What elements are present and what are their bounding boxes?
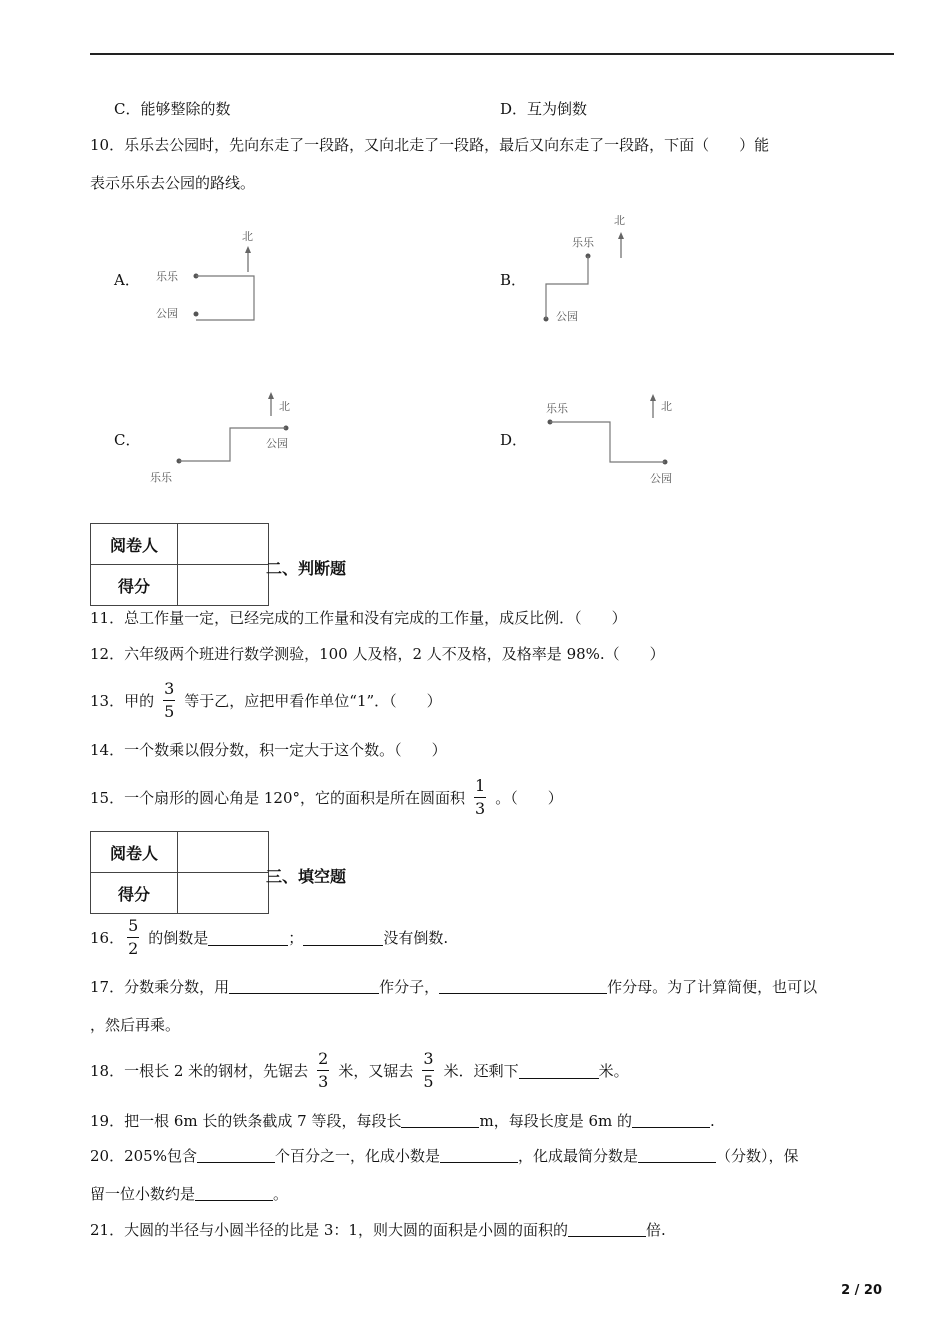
q20-line2-text: 留一位小数约是 [90, 1185, 196, 1203]
q18-fraction-1 [316, 1049, 330, 1090]
q16-text-2: ； [288, 928, 304, 947]
route-figure-d [540, 388, 700, 488]
q20-text-5: 。 [273, 1185, 289, 1203]
q20-text-3: ，化成最简分数是 [518, 1147, 639, 1165]
fraction-bar [163, 700, 175, 701]
fraction-denominator: 3 [475, 798, 486, 818]
route-path [196, 276, 254, 320]
q12-text: 12．六年级两个班进行数学测验，100 人及格，2 人不及格，及格率是 98%.（ ） [90, 645, 665, 663]
fraction-denominator: 2 [128, 938, 139, 958]
q17-blank-2[interactable] [439, 977, 607, 994]
park-label: 公园 [266, 437, 288, 450]
section3-score-box [90, 831, 269, 914]
reviewer-field[interactable] [178, 832, 269, 873]
park-label: 公园 [556, 310, 578, 323]
q18-text-4: 米。 [598, 1061, 629, 1080]
score-label: 得分 [91, 873, 178, 914]
section2-title: 二、判断题 [266, 559, 347, 578]
q10-option-a-label[interactable]: A． [114, 271, 140, 289]
park-label: 公园 [650, 472, 672, 485]
q13-text-post: 等于乙，应把甲看作单位“1”．（ ） [184, 691, 442, 710]
park-point [194, 312, 199, 317]
q21-blank[interactable] [568, 1220, 646, 1237]
reviewer-field[interactable] [178, 524, 269, 565]
q10-option-c-label[interactable]: C． [114, 431, 141, 449]
q15-fraction [473, 776, 487, 817]
reviewer-label: 阅卷人 [91, 832, 178, 873]
north-label: 北 [279, 400, 290, 413]
section3-title: 三、填空题 [266, 867, 347, 886]
north-label: 北 [614, 214, 625, 227]
q16-blank-2[interactable] [303, 929, 383, 946]
q21-text-1: 21．大圆的半径与小圆半径的比是 3：1，则大圆的面积是小圆的面积的 [90, 1221, 568, 1239]
header-rule [90, 53, 894, 55]
north-arrowhead-icon [650, 394, 656, 401]
q18-text-2: 米，又锯去 [338, 1061, 414, 1080]
q20-text-1: 20．205%包含 [90, 1147, 197, 1165]
fraction-denominator: 5 [164, 701, 175, 721]
q16-text-3: 没有倒数. [383, 928, 449, 947]
score-label: 得分 [91, 565, 178, 606]
q19-row [90, 1110, 715, 1131]
q11-text: 11．总工作量一定，已经完成的工作量和没有完成的工作量，成反比例．（ ） [90, 609, 627, 627]
north-label: 北 [661, 400, 672, 413]
section2-score-box [90, 523, 269, 606]
q20-text-2: 个百分之一，化成小数是 [274, 1147, 440, 1165]
q10-option-d-label[interactable]: D． [500, 431, 528, 449]
q20-text-4: （分数），保 [716, 1147, 799, 1165]
q16-text-pre: 16． [90, 928, 125, 947]
route-figure-a [150, 222, 270, 334]
fraction-bar [127, 937, 139, 938]
q13-row [90, 678, 442, 722]
q21-row [90, 1219, 666, 1240]
q16-blank-1[interactable] [208, 929, 288, 946]
q18-fraction-2 [421, 1049, 435, 1090]
q10-text-line2: 表示乐乐去公园的路线。 [90, 174, 256, 192]
page-number: 2 / 20 [841, 1283, 882, 1298]
q10-text-line1: 10．乐乐去公园时，先向东走了一段路，又向北走了一段路，最后又向东走了一段路，下面（ ）能 [90, 136, 770, 154]
q18-blank[interactable] [519, 1062, 599, 1079]
q19-text-3: . [710, 1112, 715, 1130]
fraction-bar [317, 1070, 329, 1071]
score-field[interactable] [178, 873, 269, 914]
q18-row [90, 1046, 629, 1094]
lele-label: 乐乐 [546, 402, 568, 415]
q19-text-1: 19．把一根 6m 长的铁条截成 7 等段，每段长 [90, 1112, 402, 1130]
q9-option-c[interactable]: C．能够整除的数 [114, 100, 231, 118]
q20-blank-3[interactable] [638, 1146, 716, 1163]
q16-row [90, 915, 448, 959]
q14-text: 14．一个数乘以假分数，积一定大于这个数。（ ） [90, 741, 447, 759]
north-arrowhead-icon [618, 232, 624, 239]
q15-text-post: 。（ ） [495, 788, 563, 807]
fraction-denominator: 3 [318, 1071, 329, 1091]
fraction-denominator: 5 [423, 1071, 434, 1091]
q17-text-2: 作分子， [379, 978, 440, 996]
lele-label: 乐乐 [572, 236, 594, 249]
q17-line2: ，然后再乘。 [90, 1016, 181, 1034]
q13-fraction [162, 679, 176, 720]
q21-text-2: 倍. [645, 1221, 666, 1239]
q20-blank-2[interactable] [440, 1146, 518, 1163]
fraction-bar [474, 797, 486, 798]
q15-row [90, 775, 563, 819]
q18-text-1: 18．一根长 2 米的钢材，先锯去 [90, 1061, 309, 1080]
north-label: 北 [242, 230, 253, 243]
fraction-numerator: 3 [164, 679, 175, 699]
q19-text-2: m，每段长度是 6m 的 [479, 1112, 633, 1130]
north-arrowhead-icon [245, 246, 251, 253]
fraction-numerator: 2 [318, 1049, 329, 1069]
q20-line1 [90, 1145, 799, 1166]
q17-blank-1[interactable] [229, 977, 379, 994]
q19-blank-2[interactable] [632, 1111, 710, 1128]
score-field[interactable] [178, 565, 269, 606]
q16-fraction [126, 916, 140, 957]
route-path [550, 422, 665, 462]
q20-line2 [90, 1183, 288, 1204]
lele-label: 乐乐 [156, 270, 178, 283]
q9-option-d[interactable]: D．互为倒数 [500, 100, 588, 118]
park-label: 公园 [156, 307, 178, 320]
fraction-numerator: 3 [423, 1049, 434, 1069]
q15-text-pre: 15．一个扇形的圆心角是 120°，它的面积是所在圆面积 [90, 788, 465, 807]
q20-blank-4[interactable] [195, 1184, 273, 1201]
q18-text-3: 米．还剩下 [443, 1061, 519, 1080]
fraction-numerator: 5 [128, 916, 139, 936]
q20-blank-1[interactable] [197, 1146, 275, 1163]
q13-text-pre: 13．甲的 [90, 691, 155, 710]
fraction-numerator: 1 [475, 776, 486, 796]
q17-text-1: 17．分数乘分数，用 [90, 978, 230, 996]
lele-label: 乐乐 [150, 471, 172, 484]
q17-line1 [90, 976, 817, 997]
q19-blank-1[interactable] [401, 1111, 479, 1128]
q17-text-3: 作分母。为了计算简便，也可以 [607, 978, 818, 996]
route-figure-b [530, 208, 640, 333]
q10-option-b-label[interactable]: B． [500, 271, 527, 289]
q16-text-1: 的倒数是 [148, 928, 209, 947]
fraction-bar [422, 1070, 434, 1071]
north-arrowhead-icon [268, 392, 274, 399]
route-figure-c [146, 388, 306, 488]
reviewer-label: 阅卷人 [91, 524, 178, 565]
